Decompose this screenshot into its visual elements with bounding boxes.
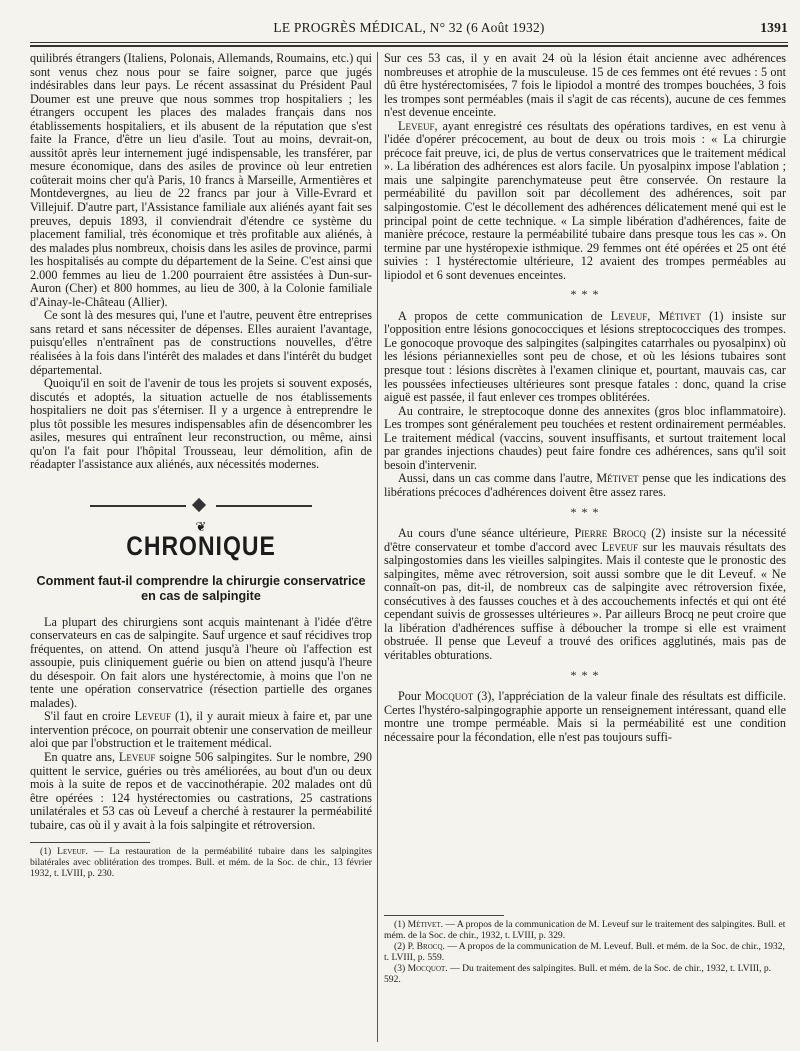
- page-number: 1391: [760, 20, 788, 35]
- header-rule: [30, 42, 788, 43]
- footnote-3: (3) Mocquot. — Du traitement des salpingites. Bull. et mém. de la Soc. de chir., 1932, t. LVIII, p. 592.: [384, 963, 772, 985]
- footnote-rule: [30, 842, 150, 843]
- right-paragraph-5: Au cours d'une séance ultérieure, Pierre Brocq (2) insiste sur la nécessité d'être conservateur et tombe d'accord avec Leveuf sur les mauvais résultats des salpingostomies dans les vieilles salpingites. Mais il conteste que le pronostic des salpingites, même avec rétroversion, soit aussi sombre que le dit Leveuf. « Ne connaît-on pas, dit-il, de nombreux cas de salpingite avec rétroversion fixée, consécutives à des fausses couches et à des accouchements infectés et qui ont été cependant suivis de grossesses ultérieures ». Par ailleurs Brocq ne peut croire que la libération d'adhérences suffise à déboucher la trompe si elle est vraiment obstruée. Il pense que Leveuf a trouvé des orifices agglutinés, mais pas de véritables obturations.: [384, 526, 786, 662]
- right-paragraph-2: Leveuf, ayant enregistré ces résultats des opérations tardives, en est venu à l'idée d'opérer précocement, au bout de deux ou trois mois : « La chirurgie précoce fait preuve, ici, de plus de vertus conservatrices que le traitement médical ». La libération des adhérences est alors facile. Un pyosalpinx impose l'ablation ; mais une salpingite parenchymateuse peut être conservée. On restaure la perméabilité du pavillon soit par décollement des adhérences, soit par salpingostomie. C'est le décollement des adhérences délicatement mené qui est le principal point de cette technique. « La simple libération d'adhérences, faite de manière précoce, restaure la perméabilité tubaire dans presque tous les cas ». On termine par une hystéropexie isthmique. 29 femmes ont été opérées et 25 ont été suivies : 1 hystérectomie ultérieure, 12 avaient des trompes perméables au lipiodol et 6 sont devenues enceintes.: [384, 118, 786, 282]
- right-paragraph-3: A propos de cette communication de Leveuf, Métivet (1) insiste sur l'opposition entre lésions gonococciques et lésions streptococciques des trompes. Le gonocoque provoque des salpingites (salpingites catarrhales ou pyosalpinx) où les lésions périannexielles sont peu de chose, et où les lésions tubaires sont presque tout : lésions discrètes à l'examen clinique et, pourtant, mauvais cas, car les poussées infectieuses ultérieures sont presque fatales : donc, quand la crise aiguë est passée, il faut enlever ces trompes oblitérées.: [384, 308, 786, 405]
- article-title: Comment faut-il comprendre la chirurgie conservatrice en cas de salpingite: [36, 573, 366, 603]
- dinkus: * * *: [570, 504, 600, 519]
- dinkus: * * *: [570, 667, 600, 682]
- right-paragraph-1: Sur ces 53 cas, il y en avait 24 où la lésion était ancienne avec adhérences nombreuses et atrophie de la musculeuse. 15 de ces femmes ont été revues : 5 ont dû être hystérectomisées, 7 fois le lipiodol a montré des trompes bouchées, 3 fois les trompes sont perméables (mais il s'agit de cas récents), aucune de ces femmes n'est devenue enceinte.: [384, 51, 786, 120]
- footnote-1: (1) Métivet. — A propos de la communication de M. Leveuf sur le traitement des salpingites. Bull. et mém. de la Soc. de chir., 1932, t. LVIII, p. 329.: [384, 919, 786, 941]
- column-divider: [377, 52, 378, 1042]
- footnote-rule: [384, 915, 504, 916]
- right-footnotes: [384, 905, 786, 985]
- left-paragraph-2: Ce sont là des mesures qui, l'une et l'autre, peuvent être entreprises sans retard et sans nécessiter de dépenses. Elles auraient l'avantage, puisqu'elles n'entraînent pas de constructions nouvelles, d'être réalisées à la fois dans l'intérêt des malades et dans l'intérêt du budget départemental.: [30, 308, 372, 377]
- article-paragraph-2: S'il faut en croire Leveuf (1), il y aurait mieux à faire et, par une intervention précoce, on pourrait obtenir une conservation de meilleur aloi que par l'obstruction et le traitement médical.: [30, 709, 372, 751]
- section-heading: CHRONIQUE: [126, 530, 276, 561]
- right-paragraph-4b: Aussi, dans un cas comme dans l'autre, Métivet pense que les indications des libérations précoces d'adhérences doivent être assez rares.: [384, 471, 786, 499]
- right-paragraph-4: Au contraire, le streptocoque donne des annexites (gros bloc inflammatoire). Les trompes sont généralement peu touchées et restent ordinairement perméables. Le traitement médical (vaccins, souvent insuffisants, et surtout traitement local par grandes injections chaudes) peut faire fondre ces adhérences, sans qu'il soit besoin d'intervenir.: [384, 403, 786, 472]
- fleuron-icon: ❦: [195, 518, 207, 534]
- right-column: [384, 52, 786, 744]
- journal-title: LE PROGRÈS MÉDICAL, N° 32 (6 Août 1932): [273, 20, 545, 35]
- left-paragraph-1: quilibrés étrangers (Italiens, Polonais, Allemands, Roumains, etc.) qui sont venus chez nous pour se faire soigner, parce que jugés indésirables dans leur pays. Le récent assassinat du Président Paul Doumer est une preuve que nous sommes trop hospitaliers ; les étrangers occupent les places des malades français dans nos établissements hospitaliers, et ils abusent de la réputation que s'est faite la France, d'être un lieu d'asile. Tout au moins, devrait-on, aussitôt après leur internement jugé indispensable, les transférer, par mesure économique, dans des asiles de province où leur entretien coûterait moins cher qu'à Paris, 10 francs à Marseille, Armentières et Montdevergnes, au lieu de 22 francs par jour à Ville-Evrard et Villejuif. D'autre part, l'Assistance familiale aux aliénés ayant fait ses preuves, depuis 1893, il conviendrait d'étendre ce système du placement familial, très économique et très profitable aux aliénés, à des malades plus nombreux, choisis dans les asiles de province, parmi les hospitalisés au compte du département de la Seine. C'est ainsi que 2.000 femmes au lieu de 1.200 pourraient être assistées à Dun-sur-Auron (Cher) et 800 hommes, au lieu de 300, à la Colonie familiale d'Ainay-le-Château (Allier).: [30, 51, 372, 309]
- left-paragraph-3: Quoiqu'il en soit de l'avenir de tous les projets si souvent exposés, discutés et adoptés, la situation actuelle de nos établissements hospitaliers ne doit pas s'éterniser. Il y a urgence à entreprendre le plus tôt possible les mesures indispensables afin de désencombrer les asiles, mesures qui entraînent leur reconstruction, ou même, ainsi qu'on l'a fait pour l'hôpital Trousseau, leur démolition, afin de réadapter l'assistance aux aliénés, aux nécessités modernes.: [30, 376, 372, 472]
- ornament-line-left: [90, 505, 186, 507]
- header-rule-thick: [30, 45, 788, 47]
- dinkus: * * *: [570, 287, 600, 302]
- ornament-line-right: [216, 505, 312, 507]
- left-column: [30, 52, 372, 879]
- ornament-diamond: [192, 498, 206, 512]
- article-paragraph-3: En quatre ans, Leveuf soigne 506 salpingites. Sur le nombre, 290 quittent le service, guéries ou très améliorées, au bout d'un ou deux mois à la suite de repos et de vaccinothérapie. 202 malades ont dû être opérées : 124 hystérectomies ou castrations, 25 castrations unilatérales et 53 cas où Leveuf a cherché à restaurer la perméabilité tubaire, cas où il y avait à la fois salpingite et rétroversion.: [30, 749, 372, 832]
- footnote-2: (2) P. Brocq. — A propos de la communication de M. Leveuf. Bull. et mém. de la Soc. de chir., 1932, t. LVIII, p. 559.: [384, 941, 785, 963]
- article-paragraph-1: La plupart des chirurgiens sont acquis maintenant à l'idée d'être conservateurs en cas de salpingite. Sauf urgence et sauf récidives trop fréquentes, on attend. On attend jusqu'à l'heure où l'affection est assoupie, puis cliniquement guérie ou bien on attend jusqu'à l'heure du désespoir. On fait alors une hystérectomie, à moins que l'on ne tente une opération conservatrice (résection partielle des organes malades).: [30, 614, 372, 710]
- section-ornament: [30, 494, 372, 518]
- right-paragraph-6: Pour Mocquot (3), l'appréciation de la valeur finale des résultats est difficile. Certes l'hystéro-salpingographie apporte un renseignement intéressant, quand elle montre une trompe perméable. Mais si la perméabilité est une condition nécessaire pour la fécondation, elle n'est pas toujours suffi-: [384, 689, 786, 744]
- running-header: [30, 18, 788, 42]
- footnote-1: (1) Leveuf. — La restauration de la perméabilité tubaire dans les salpingites bilatérales avec oblitération des trompes. Bull. et mém. de la Soc. de chir., 13 février 1932, t. LVIII, p. 230.: [30, 846, 372, 880]
